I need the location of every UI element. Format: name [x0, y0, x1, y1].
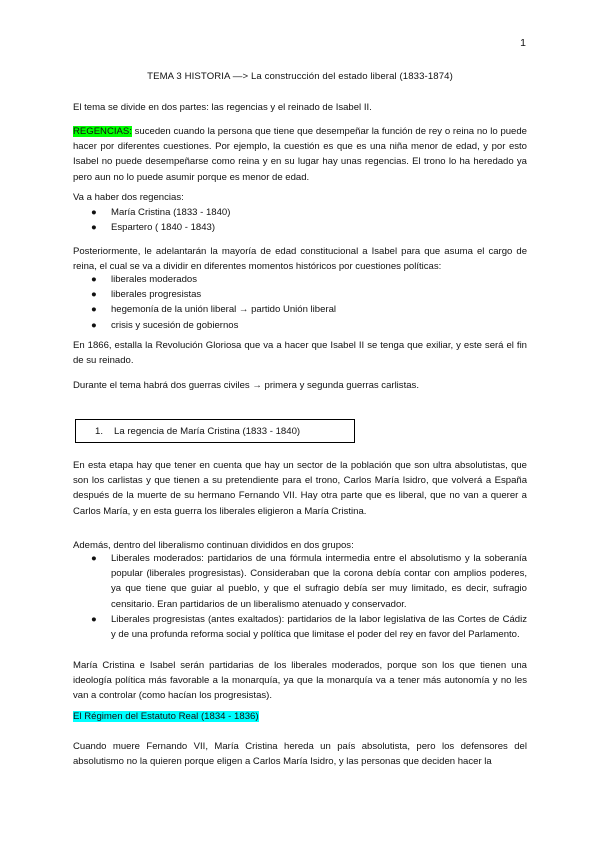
list-item: ● crisis y sucesión de gobiernos [73, 318, 527, 333]
list-item: ● Liberales progresistas (antes exaltados): partidarios de la labor legislativa de las Cortes de Cádiz y de una profunda reforma social y política que limitase el poder del rey en favor del Parlamento. [91, 613, 527, 641]
guerras-paragraph: Durante el tema habrá dos guerras civiles → primera y segunda guerras carlistas. [73, 380, 419, 391]
section-title: La regencia de María Cristina (1833 - 1840) [114, 426, 301, 437]
maria-isabel-paragraph: María Cristina e Isabel serán partidarias de los liberales moderados, porque son los que tienen una ideología política más favorable a la monarquía, ya que la monarquía va a tener más autonomía y no les van a controlar (como hacían los progresistas). [73, 660, 527, 702]
list-item: ● hegemonía de la unión liberal → partido Unión liberal [73, 302, 527, 317]
intro-paragraph: El tema se divide en dos partes: las regencias y el reinado de Isabel II. [73, 102, 372, 113]
bullet-icon: ● [91, 207, 97, 218]
list-item: ● liberales progresistas [73, 287, 527, 302]
grupos-list [73, 551, 527, 642]
revolucion-paragraph: En 1866, estalla la Revolución Gloriosa que va a hacer que Isabel II se tenga que exiliar, y este será el fin de su reinado. [73, 340, 527, 367]
bullet-icon: ● [91, 304, 97, 316]
momentos-list [73, 272, 527, 333]
etapa-paragraph: En esta etapa hay que tener en cuenta que hay un sector de la población que son ultra absolutistas, que son los carlistas y que tienen a su pretendiente para el trono, Carlos María Isidro, que volverá a España después de la muerte de su hermano Fernando VII. Hay otra parte que es liberal, que no van a querer a Carlos María, y en esta guerra los liberales eligieron a María Cristina. [73, 460, 527, 517]
list-item: ● liberales moderados [73, 272, 527, 287]
page-number: 1 [520, 37, 526, 49]
bullet-icon: ● [91, 319, 97, 331]
regencias-term: REGENCIAS: [73, 126, 132, 137]
list-item: ● María Cristina (1833 - 1840) [73, 205, 527, 220]
regencias-intro: Va a haber dos regencias: [73, 192, 184, 203]
bullet-icon: ● [91, 274, 97, 285]
regencias-list [73, 205, 527, 235]
list-item: ● Espartero ( 1840 - 1843) [73, 220, 527, 235]
list-item: ● Liberales moderados: partidarios de una fórmula intermedia entre el absolutismo y la soberanía popular (liberales progresistas). Consideraban que la corona debía contar con amplios poderes, ya que tiene que guiar al pueblo, y que el sufragio debía ser muy limitado, es decir, sufragio censitario. Eran partidarios de un liberalismo atenuado y conservador. [91, 553, 527, 610]
bullet-icon: ● [91, 553, 97, 564]
cuando-paragraph: Cuando muere Fernando VII, María Cristina hereda un país absolutista, pero los defensores del absolutismo no la quieren porque eligen a Carlos María Isidro, y las personas que deciden hacer la [73, 741, 527, 768]
subheading-text: El Régimen del Estatuto Real (1834 - 1836) [73, 711, 259, 722]
bullet-icon: ● [91, 289, 97, 301]
regencias-paragraph [73, 124, 527, 185]
bullet-icon: ● [91, 222, 97, 234]
bullet-icon: ● [91, 613, 97, 625]
subheading [73, 711, 259, 722]
section-heading-box [75, 419, 355, 443]
posteriormente-paragraph: Posteriormente, le adelantarán la mayoría de edad constitucional a Isabel para que asuma el cargo de reina, el cual se va a dividir en diferentes momentos históricos por cuestiones políticas: [73, 246, 527, 273]
document-title: TEMA 3 HISTORIA —> La construcción del estado liberal (1833-1874) [147, 71, 453, 82]
regencias-definition: suceden cuando la persona que tiene que desempeñar la función de rey o reina no lo puede hacer por diferentes cuestiones. Por ejemplo, la cuestión es que es una niña menor de edad, y por esto Isabel no puede desempeñarse como reina y en su lugar hay unas regencias. El trono lo ha heredado ya pero aun no lo puede asumir porque es menor de edad. [73, 126, 527, 183]
ademas-paragraph: Además, dentro del liberalismo continuan divididos en dos grupos: [73, 540, 354, 551]
section-number: 1. [95, 426, 104, 437]
